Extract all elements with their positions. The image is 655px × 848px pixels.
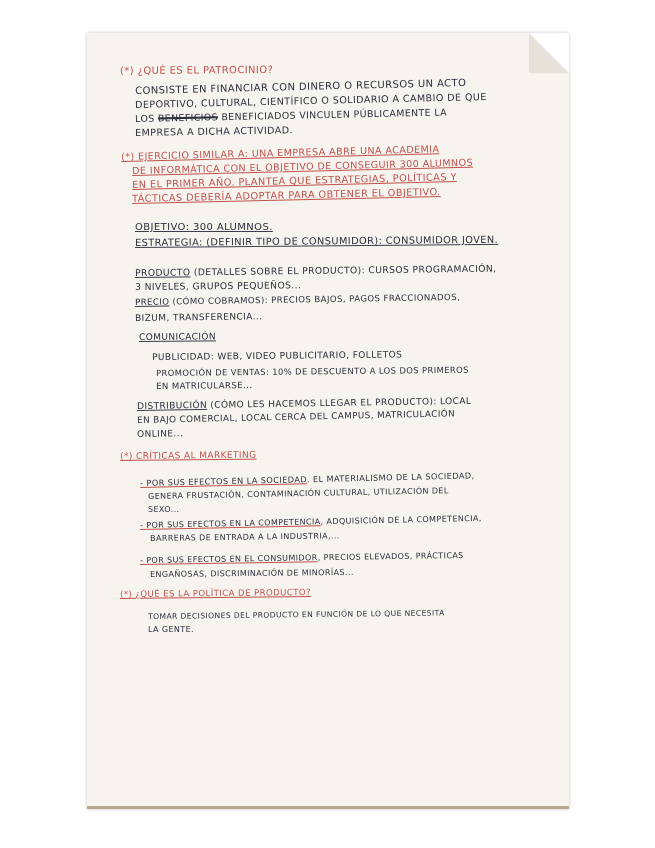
q3-title: (*) CRÍTICAS AL MARKETING	[120, 450, 257, 462]
distribucion-line-3: ONLINE...	[137, 429, 184, 440]
producto-heading: PRODUCTO	[135, 267, 191, 279]
distribucion-heading: DISTRIBUCIÓN	[137, 400, 208, 412]
critica-2-heading: - POR SUS EFECTOS EN LA COMPETENCIA	[140, 517, 321, 530]
comunicacion-line-1: PUBLICIDAD: WEB, VIDEO PUBLICITARIO, FOLLETOS	[152, 350, 403, 363]
q2-title-line-2: DE INFORMÁTICA CON EL OBJETIVO DE CONSEGUIR 300 ALUMNOS	[132, 157, 474, 177]
critica-3-line-2: ENGAÑOSAS, DISCRIMINACIÓN DE MINORÍAS...	[150, 567, 354, 579]
precio-line-2: BIZUM, TRANSFERENCIA...	[135, 312, 263, 324]
q1-line-4: EMPRESA A DICHA ACTIVIDAD.	[135, 125, 294, 139]
q2-title-line-1: (*) EJERCICIO SIMILAR A: UNA EMPRESA ABRE UNA ACADEMIA	[121, 144, 440, 163]
estrategia-line: ESTRATEGIA: (DEFINIR TIPO DE CONSUMIDOR): CONSUMIDOR JOVEN.	[135, 234, 499, 249]
producto-line-2: 3 NIVELES, GRUPOS PEQUEÑOS...	[135, 280, 302, 293]
distribucion-line-2: EN BAJO COMERCIAL, LOCAL CERCA DEL CAMPUS, MATRICULACIÓN	[137, 409, 456, 426]
critica-1-text: . EL MATERIALISMO DE LA SOCIEDAD,	[306, 470, 475, 485]
q2-title-line-4: TÁCTICAS DEBERÍA ADOPTAR PARA OBTENER EL OBJETIVO.	[132, 186, 441, 205]
q1-line-2: DEPORTIVO, CULTURAL, CIENTÍFICO O SOLIDARIO A CAMBIO DE QUE	[135, 92, 487, 111]
folded-corner	[529, 33, 569, 73]
q1-crossed-word: BENEFICIOS	[157, 112, 219, 125]
q1-line-3-prefix: LOS	[135, 113, 155, 125]
precio-heading: PRECIO	[135, 297, 170, 308]
q1-line-3-text: BENEFICIADOS VINCULEN PÚBLICAMENTE LA	[221, 107, 448, 124]
objetivo-line: OBJETIVO: 300 ALUMNOS.	[135, 222, 273, 233]
q1-line-1: CONSISTE EN FINANCIAR CON DINERO O RECURSOS UN ACTO	[135, 77, 467, 97]
critica-2-text: , ADQUISICIÓN DE LA COMPETENCIA,	[320, 513, 482, 527]
critica-1-line-3: SEXO...	[148, 505, 180, 514]
distribucion-text: (CÓMO LES HACEMOS LLEGAR EL PRODUCTO): LOCAL	[207, 396, 472, 411]
page-bottom-edge	[87, 806, 569, 809]
critica-2-line-2: BARRERAS DE ENTRADA A LA INDUSTRIA,...	[150, 531, 340, 543]
critica-3-heading: - POR SUS EFECTOS EN EL CONSUMIDOR	[140, 553, 318, 565]
precio-text: (CÓMO COBRAMOS): PRECIOS BAJOS, PAGOS FRACCIONADOS,	[169, 292, 461, 308]
comunicacion-heading: COMUNICACIÓN	[139, 332, 217, 343]
q4-line-1: TOMAR DECISIONES DEL PRODUCTO EN FUNCIÓN DE LO QUE NECESITA	[148, 608, 445, 621]
q4-title: (*) ¿QUÉ ES LA POLÍTICA DE PRODUCTO?	[120, 588, 312, 600]
producto-text: (DETALLES SOBRE EL PRODUCTO): CURSOS PROGRAMACIÓN,	[190, 263, 497, 279]
q1-title: (*) ¿QUÉ ES EL PATROCINIO?	[120, 64, 274, 77]
q4-line-2: LA GENTE.	[148, 625, 194, 634]
critica-1-line-2: GENERA FRUSTACIÓN, CONTAMINACIÓN CULTURAL, UTILIZACIÓN DEL	[148, 486, 449, 501]
comunicacion-line-3: EN MATRICULARSE...	[156, 380, 253, 392]
q2-title-line-3: EN EL PRIMER AÑO. PLANTEA QUE ESTRATEGIAS, POLÍTICAS Y	[132, 172, 457, 191]
critica-3-text: , PRECIOS ELEVADOS, PRÁCTICAS	[317, 550, 464, 563]
critica-1-heading: - POR SUS EFECTOS EN LA SOCIEDAD	[140, 474, 308, 488]
comunicacion-line-2: PROMOCIÓN DE VENTAS: 10% DE DESCUENTO A LOS DOS PRIMEROS	[156, 364, 469, 378]
